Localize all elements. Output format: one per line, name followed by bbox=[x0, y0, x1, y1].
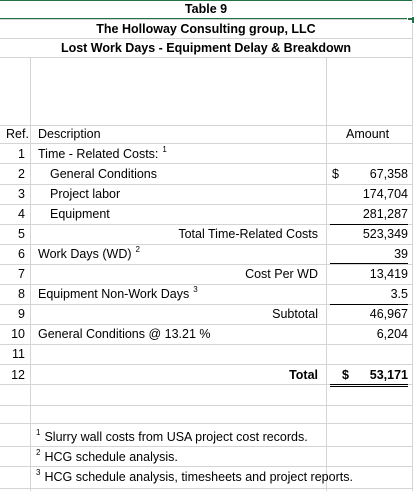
footnote: $^1$ Slurry wall costs from USA project cost records. bbox=[36, 428, 308, 444]
gridline bbox=[412, 0, 413, 491]
row-amount: 3.5 bbox=[390, 287, 408, 301]
row-ref: 2 bbox=[18, 167, 25, 181]
gridline bbox=[0, 163, 413, 164]
total-amount: 53,171 bbox=[369, 368, 408, 382]
row-description: Cost Per WD bbox=[245, 267, 318, 281]
row-amount: 13,419 bbox=[369, 267, 408, 281]
row-ref: 12 bbox=[11, 368, 25, 382]
total-double-underline bbox=[330, 386, 408, 387]
gridline bbox=[0, 466, 413, 467]
row-amount: 46,967 bbox=[369, 307, 408, 321]
row-amount: 281,287 bbox=[362, 207, 408, 221]
row-description: Equipment bbox=[50, 207, 110, 221]
header-description: Description bbox=[38, 127, 101, 141]
gridline bbox=[0, 57, 413, 58]
row-ref: 3 bbox=[18, 187, 25, 201]
row-amount: 174,704 bbox=[362, 187, 408, 201]
row-ref: 6 bbox=[18, 247, 25, 261]
gridline bbox=[0, 143, 413, 144]
row-ref: 9 bbox=[18, 307, 25, 321]
div-underline bbox=[330, 263, 408, 264]
gridline bbox=[0, 364, 413, 365]
row-amount: 6,204 bbox=[376, 327, 408, 341]
company-name: The Holloway Consulting group, LLC bbox=[0, 20, 412, 38]
row-description: General Conditions bbox=[50, 167, 158, 181]
total-underline bbox=[330, 384, 408, 385]
footnote-marker: 3 bbox=[193, 285, 198, 294]
header-ref: Ref. bbox=[6, 127, 29, 141]
row-ref: 7 bbox=[18, 267, 25, 281]
row-description: Time - Related Costs: $^1$ bbox=[38, 145, 167, 161]
header-amount: Amount bbox=[346, 127, 390, 141]
footnote-marker: 1 bbox=[162, 145, 167, 154]
row-ref: 4 bbox=[18, 207, 25, 221]
gridline bbox=[326, 0, 327, 491]
row-amount: 67,358 bbox=[369, 167, 408, 181]
row-description: General Conditions @ 13.21 % bbox=[38, 327, 211, 341]
gridline bbox=[30, 0, 31, 491]
row-ref: 5 bbox=[18, 227, 25, 241]
row-ref: 8 bbox=[18, 287, 25, 301]
row-description: Total Time-Related Costs bbox=[178, 227, 318, 241]
table-subtitle: Lost Work Days - Equipment Delay & Breakdown bbox=[0, 39, 412, 57]
currency-symbol: $ bbox=[332, 167, 339, 181]
row-amount: 39 bbox=[394, 247, 408, 261]
row-ref: 10 bbox=[11, 327, 25, 341]
row-ref: 1 bbox=[18, 147, 25, 161]
footnote-marker: 2 bbox=[135, 245, 140, 254]
row-description: Project labor bbox=[50, 187, 121, 201]
footnote: $^2$ HCG schedule analysis. bbox=[36, 448, 178, 464]
currency-symbol: $ bbox=[342, 368, 349, 382]
row-description: Equipment Non-Work Days $^3$ bbox=[38, 285, 198, 301]
row-amount: 523,349 bbox=[362, 227, 408, 241]
table-label: Table 9 bbox=[0, 1, 412, 18]
gridline bbox=[0, 488, 413, 489]
total-label: Total bbox=[289, 368, 318, 382]
footnote: $^3$ HCG schedule analysis, timesheets and project reports. bbox=[36, 468, 353, 484]
row-description: Work Days (WD) $^2$ bbox=[38, 245, 140, 261]
gridline bbox=[0, 423, 413, 424]
gridline bbox=[0, 344, 413, 345]
gridline bbox=[0, 446, 413, 447]
row-description: Subtotal bbox=[272, 307, 318, 321]
row-ref: 11 bbox=[12, 347, 25, 361]
gridline bbox=[0, 405, 413, 406]
